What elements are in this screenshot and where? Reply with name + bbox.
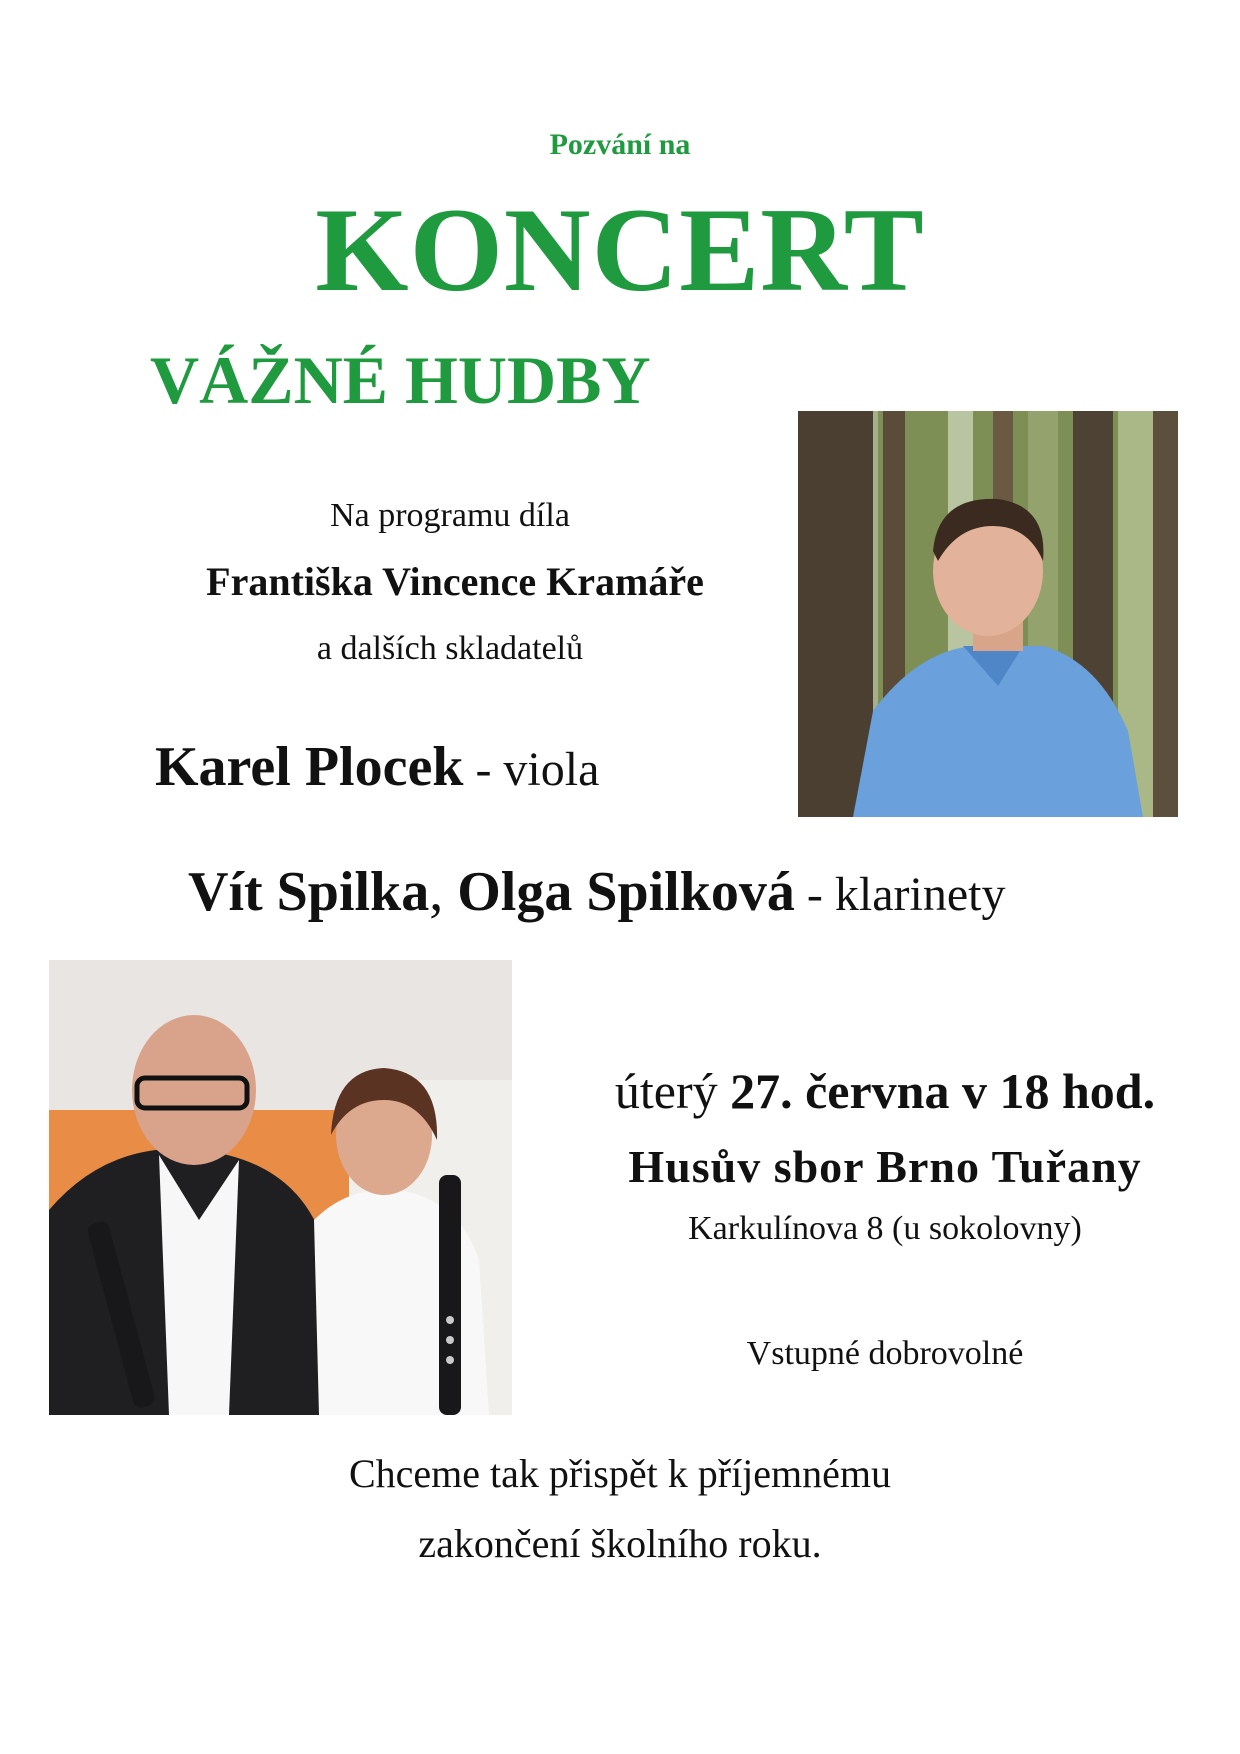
performer-clarinets [188, 860, 1005, 924]
closing-line-1: Chceme tak přispět k příjemnému [348, 1451, 892, 1496]
program-intro: Na programu díla [330, 497, 570, 534]
other-composers: a dalších skladatelů [316, 630, 584, 667]
performer-role: - klarinety [794, 868, 1006, 921]
clarinet-players-photo [49, 960, 512, 1415]
event-venue: Husův sbor Brno Tuřany [628, 1141, 1142, 1192]
performer-name: Vít Spilka [188, 861, 430, 923]
composer-name: Františka Vincence Kramáře [206, 559, 704, 604]
performer-viola [155, 735, 599, 799]
performer-name: Olga Spilková [457, 861, 795, 923]
entry-info: Vstupné dobrovolné [746, 1335, 1024, 1372]
event-date [560, 1062, 1210, 1120]
closing-line-2: zakončení školního roku. [418, 1521, 822, 1566]
viola-player-photo [798, 411, 1178, 817]
performer-name: Karel Plocek [155, 736, 464, 798]
performer-role: - viola [463, 743, 600, 796]
page-title: KONCERT [315, 183, 925, 316]
event-day: úterý [614, 1063, 731, 1119]
invite-text: Pozvání na [549, 128, 691, 161]
event-address: Karkulínova 8 (u sokolovny) [688, 1210, 1082, 1247]
event-date-time: 27. června v 18 hod. [730, 1063, 1156, 1119]
performer-separator: , [429, 861, 458, 923]
page-subtitle: VÁŽNÉ HUDBY [150, 342, 651, 418]
